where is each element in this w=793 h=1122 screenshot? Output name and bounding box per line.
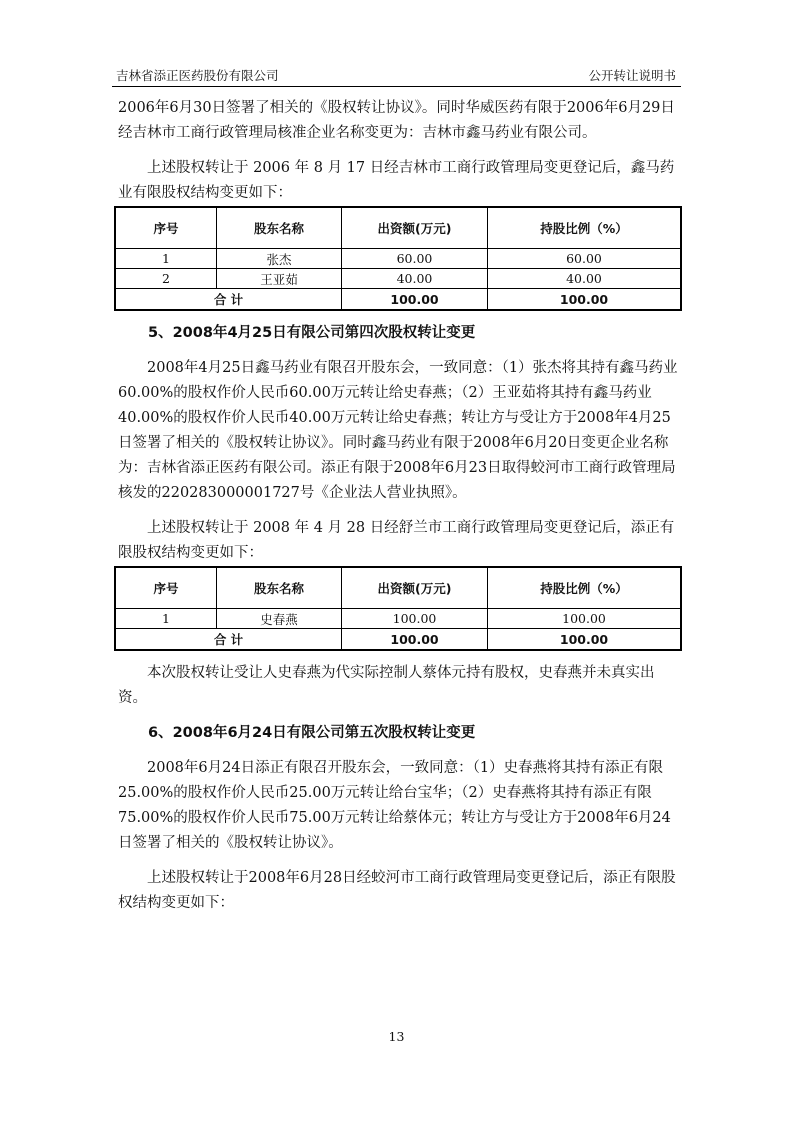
shareholding-table-2 (114, 566, 682, 651)
paragraph: 上述股权转让于 2008 年 4 月 28 日经舒兰市工商行政管理局变更登记后，添正有限股权结构变更如下： (118, 520, 675, 561)
table-row (115, 609, 681, 629)
col-header-capital: 出资额(万元) (342, 567, 488, 609)
section-heading: 5、2008年4月25日有限公司第四次股权转让变更 (148, 325, 476, 341)
cell-total-label: 合 计 (115, 629, 342, 651)
cell-name: 张杰 (217, 249, 342, 269)
cell-name: 王亚茹 (217, 269, 342, 289)
page-number: 13 (388, 1029, 405, 1044)
cell-capital: 40.00 (342, 269, 488, 289)
cell-total-ratio: 100.00 (488, 289, 682, 311)
cell-total-capital: 100.00 (342, 629, 488, 651)
cell-seq: 1 (115, 609, 217, 629)
paragraph: 2008年4月25日鑫马药业有限召开股东会，一致同意：（1）张杰将其持有鑫马药业60.00%的股权作价人民币60.00万元转让给史春燕；（2）王亚茹将其持有鑫马药业40.00%的股权作价人民币40.00万元转让给史春燕；转让方与受让方于2008年4月25日签署了相关的《股权转让协议》。同时鑫马药业有限于2008年6月20日变更企业名称为：吉林省添正医药有限公司。添正有限于2008年6月23日取得蛟河市工商行政管理局核发的220283000001727号《企业法人营业执照》。 (118, 360, 678, 501)
cell-ratio: 100.00 (488, 609, 682, 629)
cell-ratio: 60.00 (488, 249, 682, 269)
paragraph: 上述股权转让于2008年6月28日经蛟河市工商行政管理局变更登记后，添正有限股权结构变更如下： (118, 870, 676, 911)
table-total-row (115, 289, 681, 311)
cell-seq: 1 (115, 249, 217, 269)
table-row (115, 249, 681, 269)
col-header-seq: 序号 (115, 567, 217, 609)
table-row (115, 269, 681, 289)
paragraph: 上述股权转让于 2006 年 8 月 17 日经吉林市工商行政管理局变更登记后，鑫马药业有限股权结构变更如下： (118, 160, 675, 201)
paragraph: 2008年6月24日添正有限召开股东会，一致同意：（1）史春燕将其持有添正有限25.00%的股权作价人民币25.00万元转让给台宝华；（2）史春燕将其持有添正有限75.00%的股权作价人民币75.00万元转让给蔡体元；转让方与受让方于2008年6月24日签署了相关的《股权转让协议》。 (118, 760, 671, 851)
table-total-row (115, 629, 681, 651)
section-heading: 6、2008年6月24日有限公司第五次股权转让变更 (148, 725, 476, 741)
cell-capital: 100.00 (342, 609, 488, 629)
header-company: 吉林省添正医药股份有限公司 (116, 68, 279, 83)
cell-ratio: 40.00 (488, 269, 682, 289)
paragraph: 本次股权转让受让人史春燕为代实际控制人蔡体元持有股权，史春燕并未真实出资。 (118, 665, 655, 706)
header-rule (112, 86, 681, 87)
col-header-seq: 序号 (115, 207, 217, 249)
table-header-row (115, 207, 681, 249)
col-header-capital: 出资额(万元) (342, 207, 488, 249)
paragraph: 2006年6月30日签署了相关的《股权转让协议》。同时华威医药有限于2006年6月29日经吉林市工商行政管理局核准企业名称变更为：吉林市鑫马药业有限公司。 (118, 100, 675, 141)
cell-seq: 2 (115, 269, 217, 289)
col-header-name: 股东名称 (217, 567, 342, 609)
col-header-ratio: 持股比例（%） (488, 207, 682, 249)
page-body (118, 96, 678, 916)
cell-total-capital: 100.00 (342, 289, 488, 311)
table-header-row (115, 567, 681, 609)
cell-total-ratio: 100.00 (488, 629, 682, 651)
cell-capital: 60.00 (342, 249, 488, 269)
shareholding-table-1 (114, 206, 682, 311)
col-header-ratio: 持股比例（%） (488, 567, 682, 609)
header-doc-title: 公开转让说明书 (588, 68, 676, 83)
cell-name: 史春燕 (217, 609, 342, 629)
col-header-name: 股东名称 (217, 207, 342, 249)
cell-total-label: 合 计 (115, 289, 342, 311)
